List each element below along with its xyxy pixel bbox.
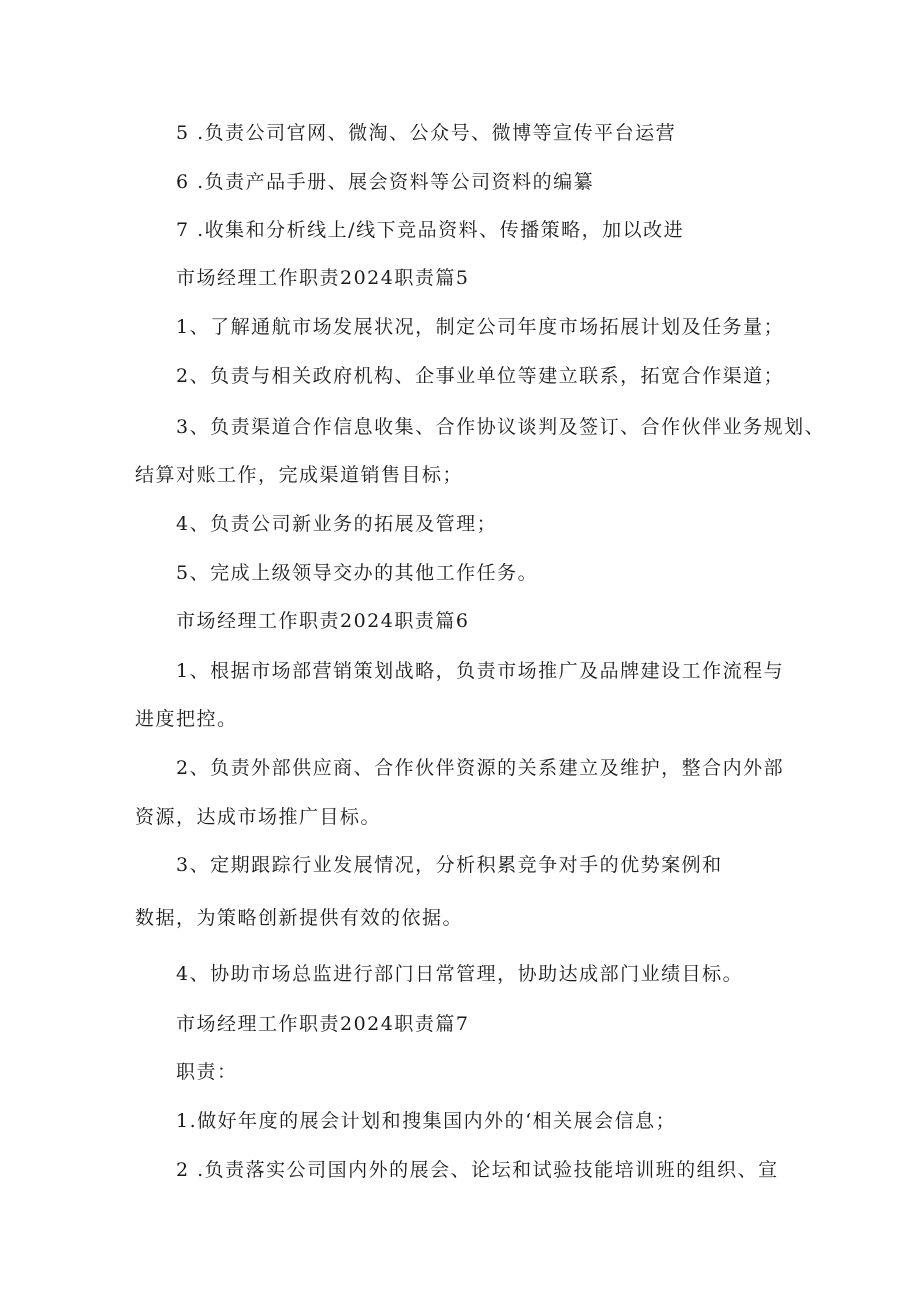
list-item: 2、负责外部供应商、合作伙伴资源的关系建立及维护，整合内外部 <box>176 757 785 779</box>
section-heading: 市场经理工作职责2024职责篇6 <box>176 610 470 632</box>
list-item-continuation: 进度把控。 <box>135 708 238 730</box>
list-item: 6 .负责产品手册、展会资料等公司资料的编纂 <box>176 171 595 193</box>
list-item: 1.做好年度的展会计划和搜集国内外的‘相关展会信息； <box>176 1110 677 1132</box>
list-item: 5、完成上级领导交办的其他工作任务。 <box>176 562 539 584</box>
list-item: 7 .收集和分析线上/线下竞品资料、传播策略，加以改进 <box>176 219 685 241</box>
list-item: 5 .负责公司官网、微淘、公众号、微博等宣传平台运营 <box>176 122 677 144</box>
list-item-continuation: 资源，达成市场推广目标。 <box>135 806 382 828</box>
list-item: 2 .负责落实公司国内外的展会、论坛和试验技能培训班的组织、宣 <box>176 1159 779 1181</box>
list-item: 1、根据市场部营销策划战略，负责市场推广及品牌建设工作流程与 <box>176 660 785 682</box>
list-item-continuation: 数据，为策略创新提供有效的依据。 <box>135 907 464 929</box>
section-heading: 市场经理工作职责2024职责篇5 <box>176 267 470 289</box>
list-item: 2、负责与相关政府机构、企事业单位等建立联系，拓宽合作渠道； <box>176 365 785 387</box>
list-item: 4、协助市场总监进行部门日常管理，协助达成部门业绩目标。 <box>176 963 744 985</box>
list-item: 3、定期跟踪行业发展情况，分析积累竞争对手的优势案例和 <box>176 854 723 876</box>
list-item: 4、负责公司新业务的拓展及管理； <box>176 513 498 535</box>
section-heading: 市场经理工作职责2024职责篇7 <box>176 1013 470 1035</box>
list-item: 3、负责渠道合作信息收集、合作协议谈判及签订、合作伙伴业务规划、 <box>176 416 826 438</box>
label-text: 职责： <box>176 1061 238 1083</box>
list-item-continuation: 结算对账工作，完成渠道销售目标； <box>135 464 464 486</box>
list-item: 1、了解通航市场发展状况，制定公司年度市场拓展计划及任务量； <box>176 316 785 338</box>
